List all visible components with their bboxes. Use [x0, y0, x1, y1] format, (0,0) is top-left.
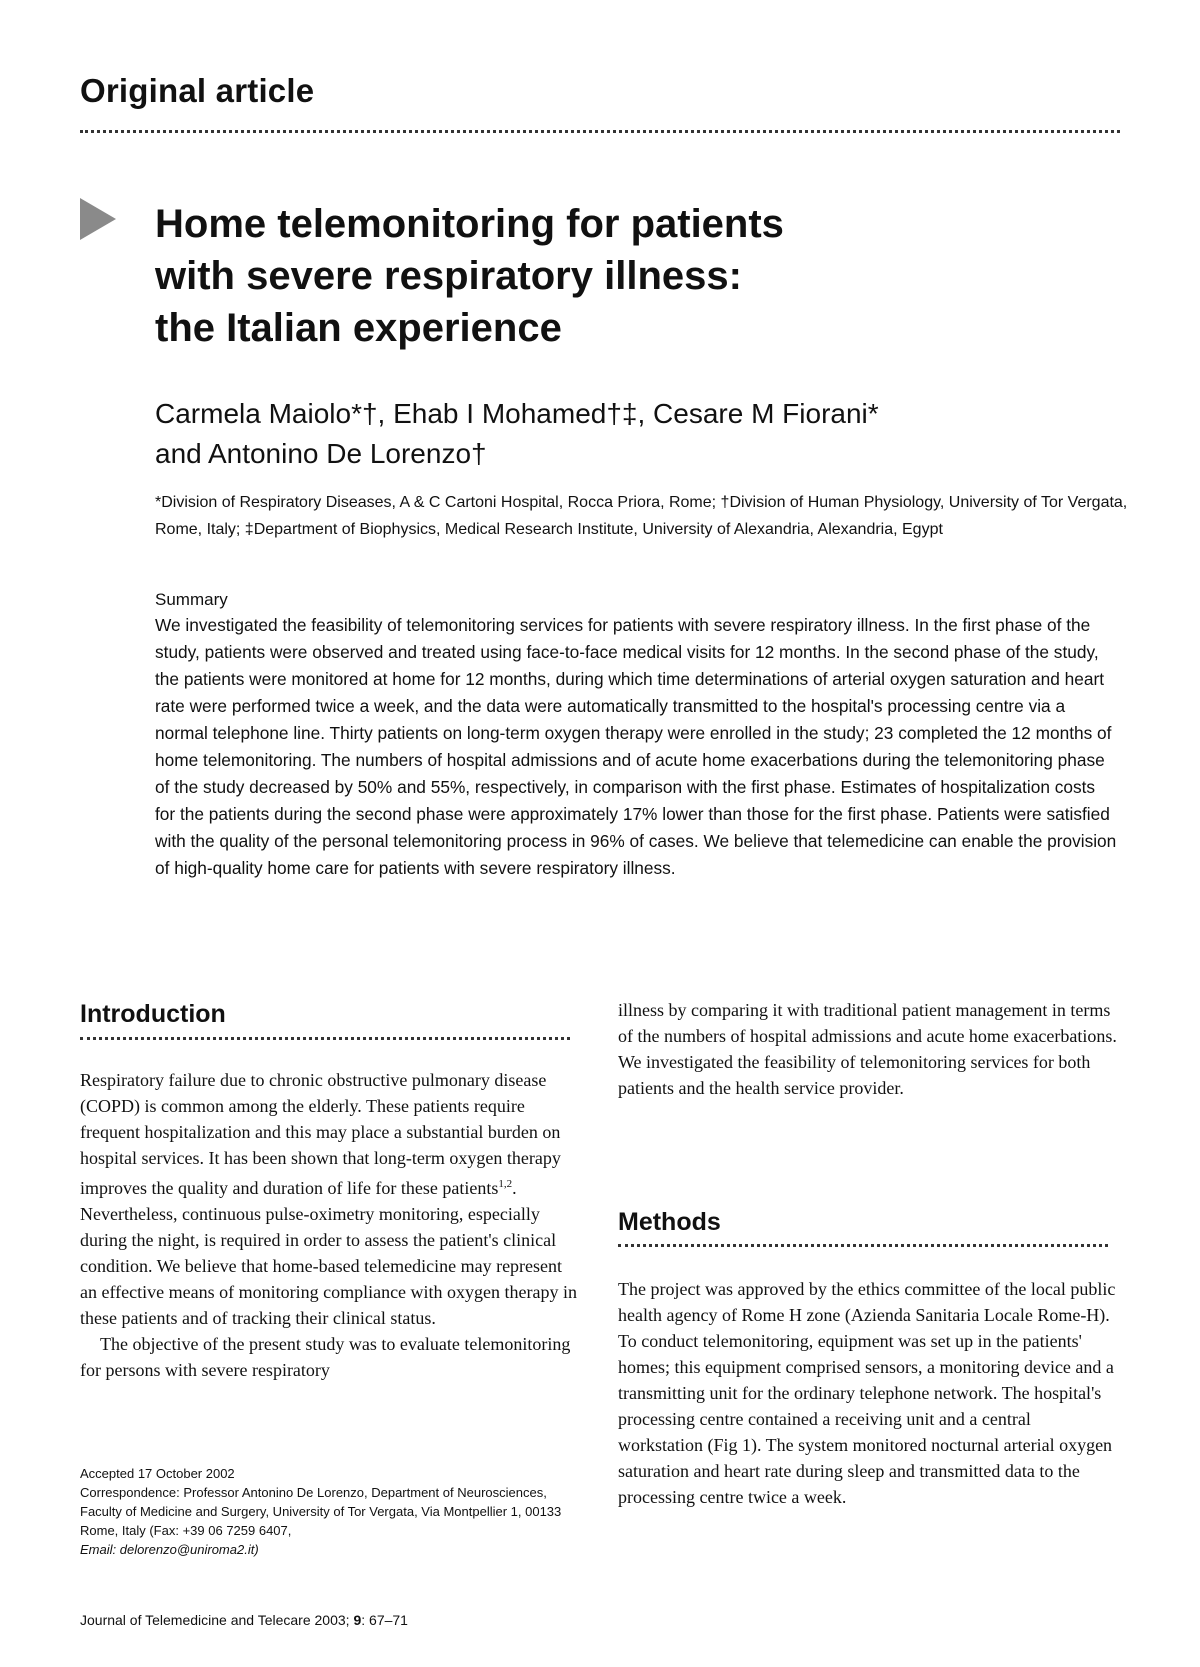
summary-block [155, 588, 1120, 882]
introduction-divider [80, 1037, 570, 1040]
journal-name: Journal of Telemedicine and Telecare 2003; [80, 1612, 350, 1628]
header-divider [80, 130, 1120, 133]
introduction-heading: Introduction [80, 1000, 226, 1028]
correspondence-footnote [80, 1464, 590, 1559]
methods-divider [618, 1244, 1108, 1247]
methods-paragraph: The project was approved by the ethics committee of the local public health agency of Rome H zone (Azienda Sanitaria Locale Rome-H). To conduct telemonitoring, equipment was set up in the patients' homes; this equipment comprised sensors, a monitoring device and a transmitting unit for the ordinary telephone network. The hospital's processing centre contained a receiving unit and a central workstation (Fig 1). The system monitored nocturnal arterial oxygen saturation and heart rate during sleep and transmitted data to the processing centre twice a week. [618, 1279, 1116, 1507]
title-line: Home telemonitoring for patients [155, 202, 784, 246]
correspondence-text: Correspondence: Professor Antonino De Lorenzo, Department of Neurosciences, Faculty of Medicine and Surgery, University of Tor Vergata, Via Montpellier 1, 00133 Rome, Italy (Fax: +39 06 7259 6407, [80, 1485, 562, 1538]
introduction-paragraph: The objective of the present study was to evaluate telemonitoring for persons with severe respiratory [80, 1334, 571, 1380]
affiliations: *Division of Respiratory Diseases, A & C Cartoni Hospital, Rocca Priora, Rome; †Division of Human Physiology, University of Tor Vergata, Rome, Italy; ‡Department of Biophysics, Medical Research Institute, University of Alexandria, Alexandria, Egypt [155, 494, 1128, 538]
intro-text: Respiratory failure due to chronic obstructive pulmonary disease (COPD) is common among the elderly. These patients require frequent hospitalization and this may place a substantial burden on hospital services. It has been shown that long-term oxygen therapy improves the quality and duration of life for these patients [80, 1070, 561, 1198]
introduction-paragraph [80, 1067, 580, 1331]
journal-pages: : 67–71 [361, 1612, 408, 1628]
title-line: the Italian experience [155, 306, 562, 350]
summary-body: We investigated the feasibility of telemonitoring services for patients with severe respiratory illness. In the first phase of the study, patients were observed and treated using face-to-face medical visits for 12 months. In the second phase of the study, the patients were monitored at home for 12 months, during which time determinations of arterial oxygen saturation and heart rate were performed twice a week, and the data were automatically transmitted to the hospital's processing centre via a normal telephone line. Thirty patients on long-term oxygen therapy were enrolled in the study; 23 completed the 12 months of home telemonitoring. The numbers of hospital admissions and of acute home exacerbations during the telemonitoring phase of the study decreased by 50% and 55%, respectively, in comparison with the first phase. Estimates of hospitalization costs for the patients during the second phase were approximately 17% lower than those for the first phase. Patients were satisfied with the quality of the personal telemonitoring process in 96% of cases. We believe that telemedicine can enable the provision of high-quality home care for patients with severe respiratory illness. [155, 615, 1117, 878]
introduction-paragraph: illness by comparing it with traditional patient management in terms of the numbers of hospital admissions and acute home exacerbations. We investigated the feasibility of telemonitoring services for both patients and the health service provider. [618, 1000, 1117, 1098]
section-label: Original article [80, 72, 315, 109]
methods-heading: Methods [618, 1208, 721, 1236]
author-list [155, 394, 1115, 474]
correspondence-email: Email: delorenzo@uniroma2.it) [80, 1542, 259, 1557]
introduction-body [80, 1067, 580, 1383]
introduction-continued [618, 997, 1118, 1101]
author-line: Carmela Maiolo*†, Ehab I Mohamed†‡, Cesare M Fiorani* [155, 398, 879, 429]
accepted-date: Accepted 17 October 2002 [80, 1466, 235, 1481]
summary-heading: Summary [155, 590, 228, 609]
intro-text: . Nevertheless, continuous pulse-oximetry monitoring, especially during the night, is required in order to assess the patient's clinical condition. We believe that home-based telemedicine may represent an effective means of monitoring compliance with oxygen therapy in these patients and of tracking their clinical status. [80, 1178, 578, 1328]
journal-volume: 9 [353, 1612, 362, 1628]
methods-body [618, 1276, 1118, 1510]
title-line: with severe respiratory illness: [155, 254, 742, 298]
author-line: and Antonino De Lorenzo† [155, 438, 487, 469]
triangle-right-icon [80, 198, 116, 240]
citation-superscript: 1,2 [498, 1178, 513, 1190]
journal-citation [80, 1612, 408, 1628]
article-title [155, 198, 1055, 354]
